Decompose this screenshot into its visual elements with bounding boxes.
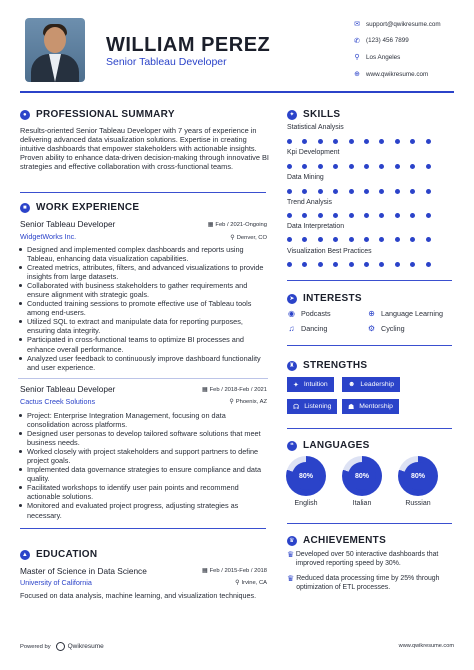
skill-dot (364, 262, 369, 267)
graduation-cap-icon: ▲ (21, 551, 29, 558)
achievements-heading: ♛ ACHIEVEMENTS (287, 535, 386, 546)
language-ring (342, 456, 382, 496)
skill-dot (379, 237, 384, 242)
skill-dot (318, 164, 323, 169)
skill-dot (302, 213, 307, 218)
contact-email[interactable]: ✉ support@qwikresume.com (352, 16, 441, 32)
achievement-item: ♛ Reduced data processing time by 25% through optimization of ETL processes. (287, 574, 440, 591)
skill-dot (318, 139, 323, 144)
skill-dot (395, 164, 400, 169)
job-company: WidgetWorks Inc. (20, 232, 77, 241)
interest-item: ♫ Dancing (288, 324, 328, 333)
speech-bubble-icon: ❝ (287, 441, 297, 451)
contact-website[interactable]: ⊕ www.qwikresume.com (352, 66, 441, 82)
skill-dot (318, 237, 323, 242)
skill-dot (349, 139, 354, 144)
list-item: Collaborated with business stakeholders to gather requirements and ensure alignment with strategic goals. (18, 281, 270, 299)
education-location: ⚲ Irvine, CA (235, 580, 267, 586)
skill-dot (364, 189, 369, 194)
list-item: Worked closely with project stakeholders and support partners to define project goals. (18, 447, 270, 465)
language-percent: 80% (404, 462, 432, 490)
skill-dot (410, 164, 415, 169)
summary-heading: ● PROFESSIONAL SUMMARY (20, 109, 175, 120)
skill-dot (318, 189, 323, 194)
trophy-icon: ♛ (287, 550, 295, 559)
skill-dot (426, 213, 431, 218)
dance-icon: ♫ (288, 324, 295, 333)
skill-dot (426, 164, 431, 169)
language-percent: 80% (292, 462, 320, 490)
list-item: Designed user personas to develop tailored software solutions that meet business needs. (18, 429, 270, 447)
education-dates: ▦ Feb / 2015-Feb / 2018 (201, 568, 267, 574)
list-item: Facilitated workshops to identify user pain points and recommend actionable solutions. (18, 483, 270, 501)
candidate-name: WILLIAM PEREZ (106, 34, 271, 56)
calendar-icon: ▦ (207, 222, 214, 228)
work-divider (20, 528, 266, 529)
skill-dot (349, 213, 354, 218)
job-company: Cactus Creek Solutions (20, 397, 96, 406)
interests-heading: ➤ INTERESTS (287, 293, 362, 304)
people-icon: ☻ (348, 381, 356, 388)
magic-wand-icon: ✦ (293, 381, 299, 389)
skill-dot (364, 164, 369, 169)
skill-rating (287, 213, 441, 218)
strength-tag: ☻ Leadership (342, 377, 400, 392)
strength-tag: ☊ Listening (287, 399, 337, 414)
strength-tag: ☗ Mentorship (342, 399, 399, 414)
skill-dot (364, 139, 369, 144)
header-divider (20, 91, 454, 93)
skill-dot (287, 139, 292, 144)
skill-dot (287, 164, 292, 169)
education-heading: ▲ EDUCATION (21, 549, 98, 560)
skill-label: Visualization Best Practices (287, 248, 372, 255)
job-dates: ▦ Feb / 2018-Feb / 2021 (201, 387, 267, 393)
list-item: Implemented data governance strategies to ensure compliance and data quality. (18, 465, 270, 483)
chess-icon: ♜ (287, 361, 297, 371)
skill-rating (287, 237, 441, 242)
calendar-icon: ▦ (201, 387, 208, 393)
strength-tag: ✦ Intuition (287, 377, 334, 392)
job-title: Senior Tableau Developer (20, 219, 116, 229)
skill-label: Data Mining (287, 174, 324, 181)
user-icon: ● (20, 110, 30, 120)
skill-dot (318, 262, 323, 267)
headphones-icon: ☊ (293, 403, 300, 411)
mentor-icon: ☗ (348, 403, 355, 411)
interests-divider (287, 345, 452, 346)
language-name: Italian (352, 500, 372, 507)
education-school: University of California (20, 578, 92, 587)
contact-location: ⚲ Los Angeles (352, 49, 441, 65)
location-icon: ⚲ (235, 580, 240, 586)
skill-dot (395, 213, 400, 218)
contact-phone[interactable]: ✆ (123) 456 7899 (352, 33, 441, 49)
footer-site-link[interactable]: www.qwikresume.com (398, 643, 454, 649)
skill-rating (287, 139, 441, 144)
candidate-title: Senior Tableau Developer (106, 56, 227, 68)
job-dates: ▦ Feb / 2021-Ongoing (207, 222, 267, 228)
skill-dot (349, 262, 354, 267)
education-text: Focused on data analysis, machine learning, and visualization techniques. (20, 591, 257, 600)
skill-dot (379, 164, 384, 169)
skill-dot (426, 139, 431, 144)
skill-dot (287, 237, 292, 242)
interest-item: ⊕ Language Learning (368, 309, 443, 318)
skill-dot (410, 139, 415, 144)
achievement-item: ♛ Developed over 50 interactive dashboards that improved reporting speed by 30%. (287, 550, 439, 567)
skill-dot (410, 189, 415, 194)
skill-rating (287, 189, 441, 194)
languages-divider (287, 523, 452, 524)
skill-label: Data Interpretation (287, 223, 345, 230)
skill-dot (379, 139, 384, 144)
skill-dot (395, 139, 400, 144)
skill-dot (302, 262, 307, 267)
globe-icon: ⊕ (368, 309, 375, 318)
skills-heading: ✦ SKILLS (287, 109, 340, 120)
skill-dot (410, 213, 415, 218)
skill-dot (379, 189, 384, 194)
strengths-divider (287, 428, 452, 429)
skill-dot (302, 237, 307, 242)
qwikresume-logo-icon (56, 642, 65, 651)
skill-dot (302, 164, 307, 169)
interest-item: ⚙ Cycling (367, 324, 405, 333)
skill-dot (287, 189, 292, 194)
job-location: ⚲ Denver, CO (230, 235, 267, 241)
summary-text: Results-oriented Senior Tableau Developer with 7 years of experience in delivering advanced data visualization solutions. Expertise in creating intuitive dashboards that empower stakeholders with actionable insights. Proven ability to enhance data-driven decision-making through innovative BI strategies and effective collaboration with cross-functional teams. (20, 126, 269, 171)
location-icon: ⚲ (230, 235, 235, 241)
skill-dot (395, 262, 400, 267)
skill-dot (379, 213, 384, 218)
briefcase-icon: ■ (20, 203, 30, 213)
summary-divider (20, 192, 266, 193)
profile-photo (25, 18, 85, 82)
skill-dot (395, 237, 400, 242)
globe-icon: ⊕ (354, 71, 360, 79)
skill-dot (426, 262, 431, 267)
skill-dot (287, 262, 292, 267)
job-bullets (18, 245, 270, 372)
skill-dot (395, 189, 400, 194)
skill-dot (318, 213, 323, 218)
list-item: Participated in cross-functional teams to optimize BI processes and enhance overall performance. (18, 335, 270, 353)
language-percent: 80% (348, 462, 376, 490)
skill-rating (287, 262, 441, 267)
skill-label: Statistical Analysis (287, 124, 344, 131)
location-icon: ⚲ (354, 54, 360, 62)
footer-brand[interactable]: Qwikresume (67, 643, 104, 650)
interest-item: ◉ Podcasts (288, 309, 331, 318)
skill-dot (410, 237, 415, 242)
skill-dot (333, 262, 338, 267)
skill-label: Trend Analysis (287, 199, 332, 206)
skill-dot (364, 237, 369, 242)
language-ring (398, 456, 438, 496)
paper-plane-icon: ➤ (287, 294, 297, 304)
skill-dot (349, 237, 354, 242)
skill-dot (333, 237, 338, 242)
skill-dot (410, 262, 415, 267)
skill-dot (333, 139, 338, 144)
skill-dot (349, 189, 354, 194)
skill-dot (333, 213, 338, 218)
lightbulb-icon: ✦ (287, 110, 297, 120)
language-ring (286, 456, 326, 496)
language-name: Russian (405, 500, 431, 507)
list-item: Designed and implemented complex dashboards and reports using Tableau, enhancing data visualization capabilities. (18, 245, 270, 263)
list-item: Monitored and evaluated project progress, adjusting strategies as necessary. (18, 501, 270, 519)
location-icon: ⚲ (229, 399, 234, 405)
list-item: Utilized SQL to extract and manipulate data for reporting purposes, ensuring data integrity. (18, 317, 270, 335)
list-item: Created metrics, attributes, filters, and advanced visualizations to provide insights from large datasets. (18, 263, 270, 281)
job-divider (18, 378, 268, 379)
contact-list (352, 16, 441, 83)
education-degree: Master of Science in Data Science (20, 566, 147, 576)
skill-dot (426, 237, 431, 242)
skill-dot (349, 164, 354, 169)
skill-dot (302, 189, 307, 194)
skill-dot (287, 213, 292, 218)
languages-heading: ❝ LANGUAGES (287, 440, 370, 451)
skill-dot (333, 164, 338, 169)
bicycle-icon: ⚙ (367, 324, 376, 333)
envelope-icon: ✉ (354, 21, 360, 28)
job-title: Senior Tableau Developer (20, 384, 116, 394)
phone-icon: ✆ (354, 37, 360, 45)
work-heading: ■ WORK EXPERIENCE (20, 202, 139, 213)
job-location: ⚲ Phoenix, AZ (229, 399, 267, 405)
language-name: English (294, 500, 318, 507)
skill-label: Kpi Development (287, 149, 340, 156)
skills-divider (287, 280, 452, 281)
list-item: Project: Enterprise Integration Management, focusing on data consolidation across platforms. (18, 411, 270, 429)
strengths-heading: ♜ STRENGTHS (287, 360, 367, 371)
skill-dot (333, 189, 338, 194)
trophy-icon: ♛ (287, 536, 297, 546)
list-item: Analyzed user feedback to continuously improve dashboard functionality and user experience. (18, 354, 270, 372)
list-item: Conducted training sessions to promote effective use of Tableau tools among end-users. (18, 299, 270, 317)
trophy-icon: ♛ (287, 574, 295, 583)
footer-powered-by: Powered by Qwikresume (20, 643, 104, 650)
skill-dot (426, 189, 431, 194)
skill-dot (302, 139, 307, 144)
skill-rating (287, 164, 441, 169)
calendar-icon: ▦ (201, 568, 208, 574)
job-bullets (18, 411, 270, 520)
skill-dot (364, 213, 369, 218)
skill-dot (379, 262, 384, 267)
podcast-icon: ◉ (288, 309, 295, 318)
